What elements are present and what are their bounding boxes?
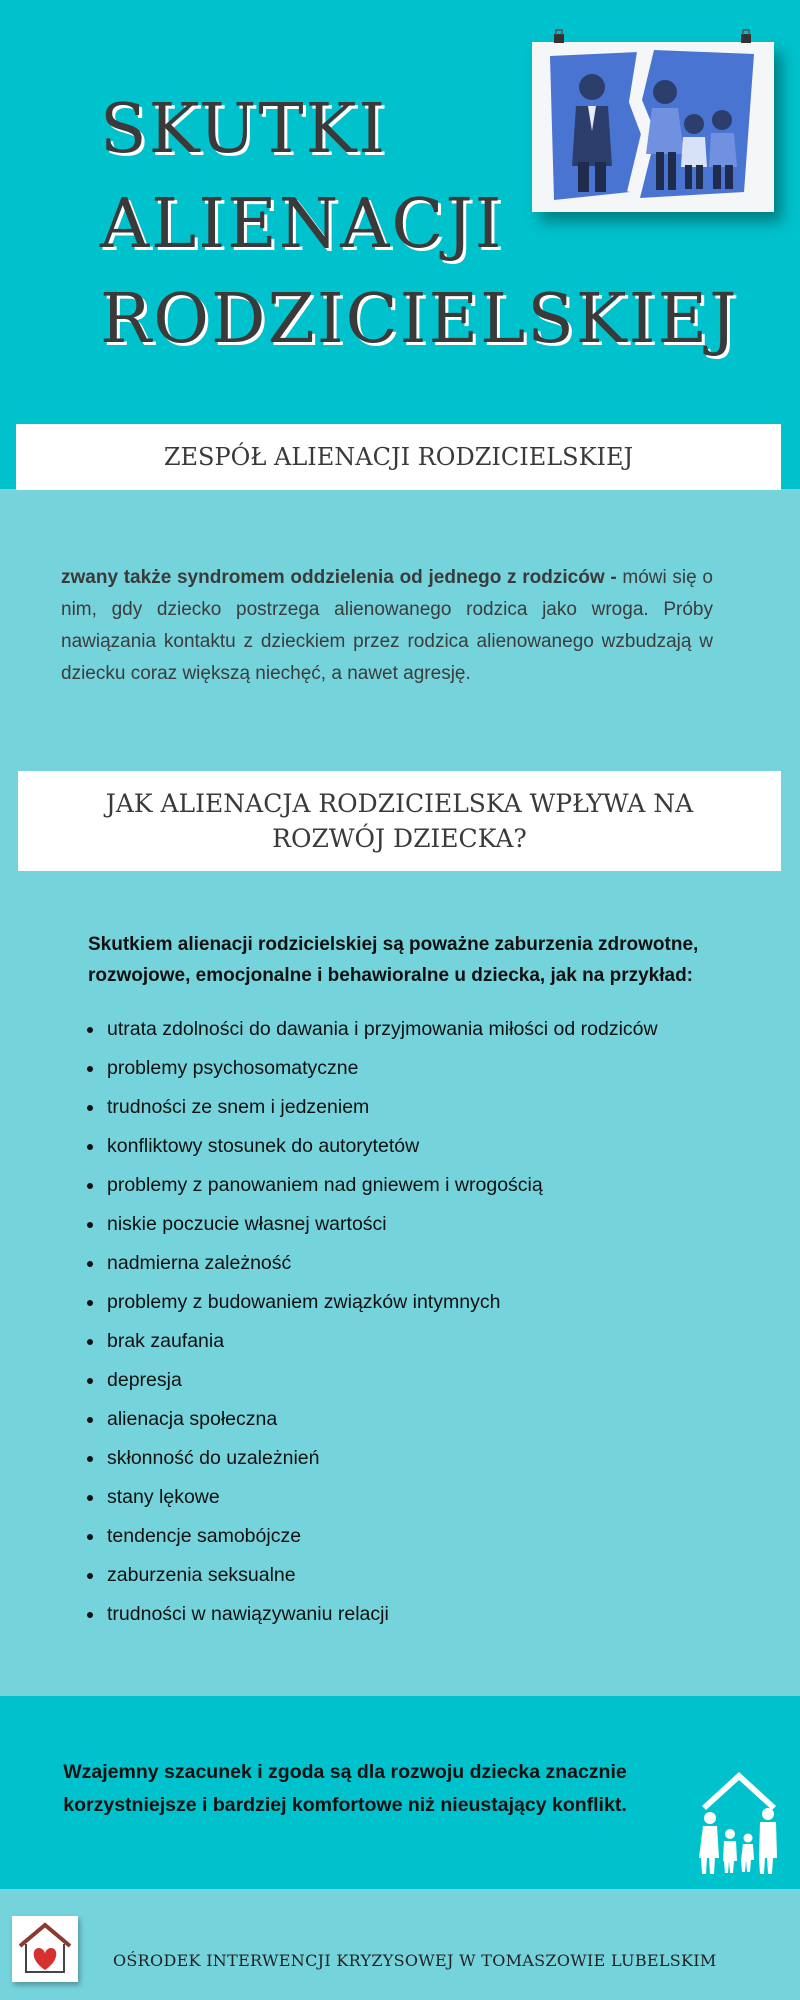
effect-item: • trudności w nawiązywaniu relacji — [105, 1595, 745, 1634]
section-heading-bar — [16, 424, 781, 490]
effect-item: • problemy z budowaniem związków intymnych — [105, 1283, 745, 1322]
binder-clip-icon — [739, 28, 753, 44]
effect-item: • konfliktowy stosunek do autorytetów — [105, 1127, 745, 1166]
effect-item: • zaburzenia seksualne — [105, 1556, 745, 1595]
effect-item: • problemy z panowaniem nad gniewem i wrogością — [105, 1166, 745, 1205]
title-line-2: ALIENACJI — [100, 185, 504, 264]
effect-item: • trudności ze snem i jedzeniem — [105, 1088, 745, 1127]
title-line-3: RODZICIELSKIEJ — [100, 280, 739, 359]
effects-lead: Skutkiem alienacji rodzicielskiej są poważne zaburzenia zdrowotne, rozwojowe, emocjonalne i behawioralne u dziecka, jak na przykład: — [88, 934, 699, 986]
header-section — [0, 0, 800, 489]
effects-list — [80, 1010, 745, 1634]
organization-name: OŚRODEK INTERWENCJI KRYZYSOWEJ W TOMASZOWIE LUBELSKIM — [113, 1951, 717, 1970]
closing-section — [0, 1696, 800, 1889]
effect-item: • niskie poczucie własnej wartości — [105, 1205, 745, 1244]
intro-bold-phrase: zwany także syndromem oddzielenia od jednego z rodziców - — [61, 567, 617, 588]
effect-item: • problemy psychosomatyczne — [105, 1049, 745, 1088]
effect-item: • depresja — [105, 1361, 745, 1400]
effect-item: • tendencje samobójcze — [105, 1517, 745, 1556]
effect-item: • brak zaufania — [105, 1322, 745, 1361]
section-heading-syndrome: ZESPÓŁ ALIENACJI RODZICIELSKIEJ — [163, 443, 634, 471]
closing-motto: Wzajemny szacunek i zgoda są dla rozwoju dziecka znacznie korzystniejsze i bardziej komfortowe niż nieustający konflikt. — [63, 1761, 627, 1816]
broken-family-photo-icon — [532, 42, 774, 212]
footer — [0, 1889, 800, 2000]
section-heading-effects: JAK ALIENACJA RODZICIELSKA WPŁYWA NA ROZWÓJ DZIECKA? — [105, 789, 694, 853]
effect-item: • alienacja społeczna — [105, 1400, 745, 1439]
family-under-roof-icon — [694, 1766, 784, 1876]
house-heart-logo-icon — [12, 1916, 78, 1982]
intro-paragraph — [61, 562, 713, 690]
intro-text: mówi się o nim, gdy dziecko postrzega alienowanego rodzica jako wroga. Próby nawiązania kontaktu z dzieckiem przez rodzica alienowanego wzbudzają w dziecku coraz większą niechęć, a nawet agresję. — [61, 567, 713, 684]
effect-item: • nadmierna zależność — [105, 1244, 745, 1283]
effect-item: • stany lękowe — [105, 1478, 745, 1517]
effect-item: • skłonność do uzależnień — [105, 1439, 745, 1478]
title-line-1: SKUTKI — [100, 90, 388, 169]
binder-clip-icon — [552, 28, 566, 44]
effect-item: • utrata zdolności do dawania i przyjmowania miłości od rodziców — [105, 1010, 745, 1049]
section-heading-bar-2 — [18, 771, 781, 871]
